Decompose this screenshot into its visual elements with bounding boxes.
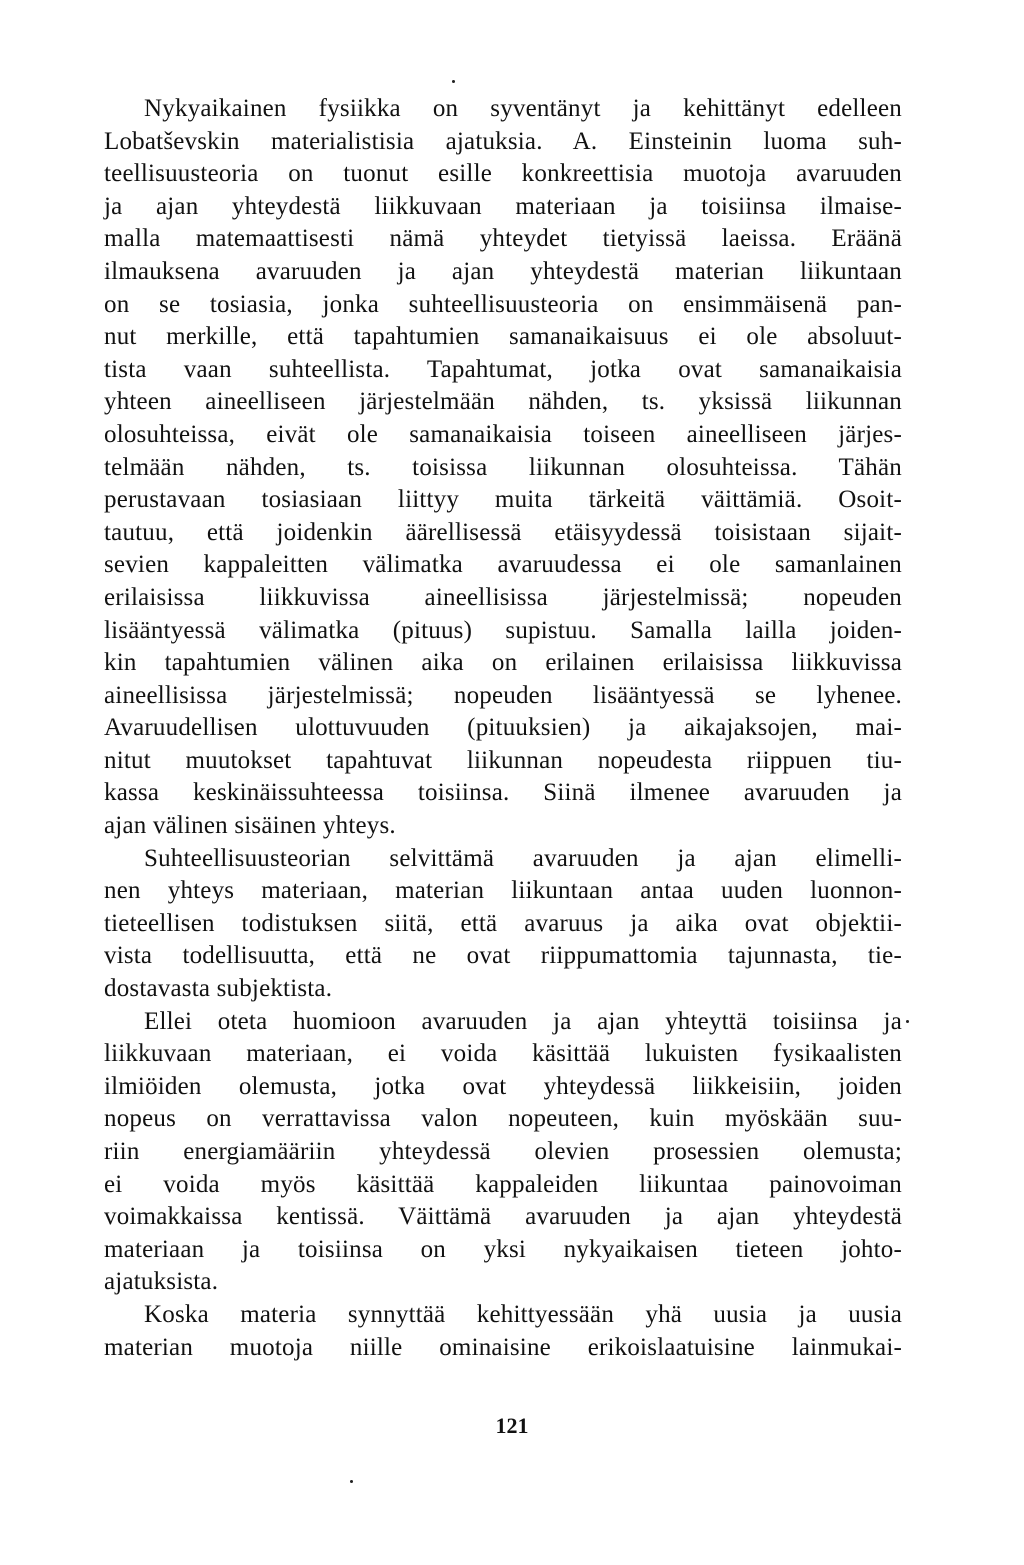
page-number: 121 [495,1413,529,1438]
text-line: on se tosiasia, jonka suhteellisuusteoria on ensimmäisenä pan- [104,290,902,318]
print-speck [452,80,455,83]
text-line: yhteen aineelliseen järjestelmään nähden, ts. yksissä liikunnan [104,388,902,416]
text-line: Suhteellisuusteorian selvittämä avaruuden ja ajan elimelli- [144,844,902,872]
text-line: olosuhteissa, eivät ole samanaikaisia toiseen aineelliseen järjes- [104,420,902,448]
text-line: perustavaan tosiasiaan liittyy muita tärkeitä väittämiä. Osoit- [104,486,902,514]
text-line: ja ajan yhteydestä liikkuvaan materiaan ja toisiinsa ilmaise- [104,192,902,220]
text-line: ei voida myös käsittää kappaleiden liikuntaa painovoiman [104,1170,902,1198]
print-speck [350,1480,353,1483]
print-speck [906,1020,909,1023]
text-line: nopeus on verrattavissa valon nopeuteen, kuin myöskään suu- [104,1105,902,1133]
text-line: ilmiöiden olemusta, jotka ovat yhteydessä liikkeisiin, joiden [104,1072,902,1100]
text-line: voimakkaissa kentissä. Väittämä avaruuden ja ajan yhteydestä [104,1203,902,1231]
text-line: nen yhteys materiaan, materian liikuntaan antaa uuden luonnon- [104,877,902,905]
text-line: ilmauksena avaruuden ja ajan yhteydestä materian liikuntaan [104,257,902,285]
text-line: kassa keskinäissuhteessa toisiinsa. Siinä ilmenee avaruuden ja [104,779,902,807]
text-line: ajatuksista. [104,1268,219,1296]
text-line: teellisuusteoria on tuonut esille konkreettisia muotoja avaruuden [104,160,902,188]
text-line: sevien kappaleitten välimatka avaruudessa ei ole samanlainen [104,551,902,579]
text-line: malla matemaattisesti nämä yhteydet tietyissä laeissa. Eräänä [104,225,902,253]
text-line: kin tapahtumien välinen aika on erilainen erilaisissa liikkuvissa [104,649,902,677]
text-line: Koska materia synnyttää kehittyessään yhä uusia ja uusia [144,1300,902,1328]
text-line: dostavasta subjektista. [104,975,333,1003]
text-line: Ellei oteta huomioon avaruuden ja ajan yhteyttä toisiinsa ja [144,1007,902,1035]
text-line: aineellisissa järjestelmissä; nopeuden lisääntyessä se lyhenee. [104,681,902,709]
text-line: ajan välinen sisäinen yhteys. [104,812,396,840]
text-line: erilaisissa liikkuvissa aineellisissa järjestelmissä; nopeuden [104,583,902,611]
text-line: lisääntyessä välimatka (pituus) supistuu. Samalla lailla joiden- [104,616,902,644]
text-line: nut merkille, että tapahtumien samanaikaisuus ei ole absoluut- [104,323,902,351]
text-line: vista todellisuutta, että ne ovat riippumattomia tajunnasta, tie- [104,942,902,970]
text-line: nitut muutokset tapahtuvat liikunnan nopeudesta riippuen tiu- [104,746,902,774]
text-line: tautuu, että joidenkin äärellisessä etäisyydessä toisistaan sijait- [104,518,902,546]
text-line: materian muotoja niille ominaisine erikoislaatuisine lainmukai- [104,1333,902,1361]
text-line: Lobatševskin materialistisia ajatuksia. A. Einsteinin luoma suh- [104,127,902,155]
text-line: riin energiamääriin yhteydessä olevien prosessien olemusta; [104,1138,902,1165]
text-line: materiaan ja toisiinsa on yksi nykyaikaisen tieteen johto- [104,1235,902,1263]
body-text [104,93,902,1364]
text-line: tista vaan suhteellista. Tapahtumat, jotka ovat samanaikaisia [104,355,902,383]
text-line: tieteellisen todistuksen siitä, että avaruus ja aika ovat objektii- [104,909,902,937]
text-line: liikkuvaan materiaan, ei voida käsittää lukuisten fysikaalisten [104,1040,902,1068]
text-line: Nykyaikainen fysiikka on syventänyt ja kehittänyt edelleen [144,95,902,122]
text-line: telmään nähden, ts. toisissa liikunnan olosuhteissa. Tähän [104,453,902,481]
text-line: Avaruudellisen ulottuvuuden (pituuksien) ja aikajaksojen, mai- [104,714,902,742]
